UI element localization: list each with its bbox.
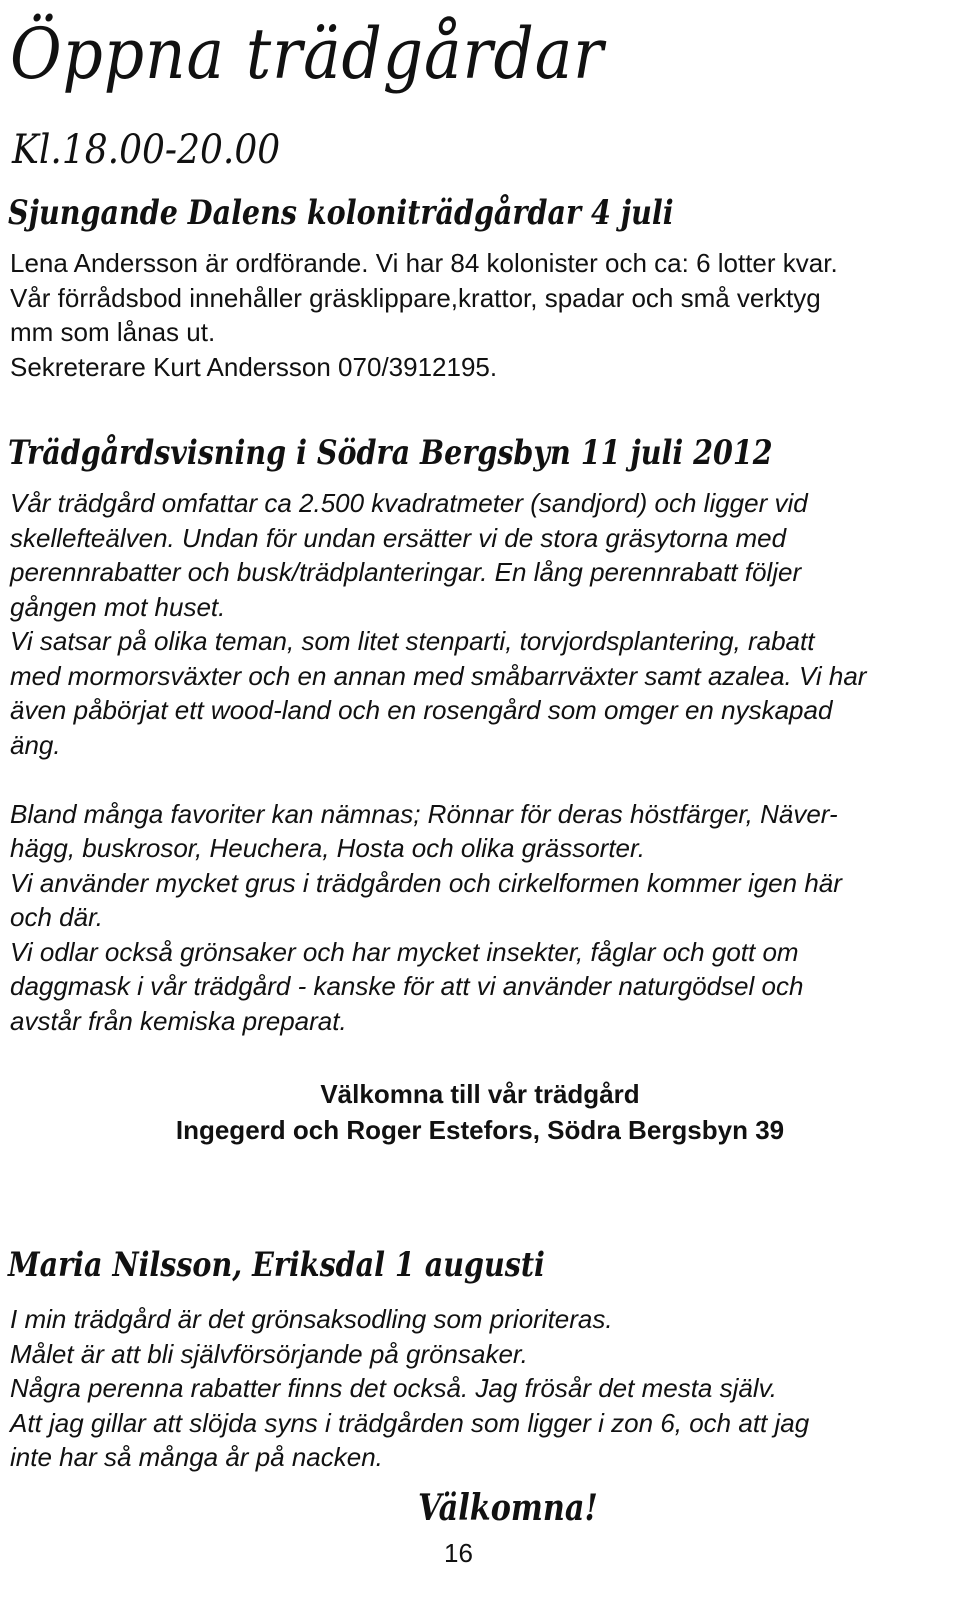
text-line: Vi satsar på olika teman, som litet stenparti, torvjordsplantering, rabatt xyxy=(10,626,815,656)
opening-hours: Kl.18.00-20.00 xyxy=(12,127,281,173)
text-line: Vår trädgård omfattar ca 2.500 kvadratmeter (sandjord) och ligger vid xyxy=(10,488,808,518)
text-line: hägg, buskrosor, Heuchera, Hosta och olika grässorter. xyxy=(10,833,645,863)
welcome-line: Välkomna till vår trädgård xyxy=(320,1079,640,1109)
closing-greeting: Välkomna! xyxy=(418,1487,598,1529)
text-line: Bland många favoriter kan nämnas; Rönnar för deras höstfärger, Näver- xyxy=(10,798,838,829)
text-line: Målet är att bli självförsörjande på grönsaker. xyxy=(10,1338,528,1369)
text-line: med mormorsväxter och en annan med småbarrväxter samt azalea. Vi har xyxy=(10,660,867,691)
page-number: 16 xyxy=(444,1538,473,1568)
text-line: avstår från kemiska preparat. xyxy=(10,1005,347,1036)
text-line: och där. xyxy=(10,902,103,932)
host-line: Ingegerd och Roger Estefors, Södra Bergsbyn 39 xyxy=(175,1115,785,1145)
text-line: I min trädgård är det grönsaksodling som prioriteras. xyxy=(10,1304,613,1334)
section-text-sjungande-dalen xyxy=(10,246,950,384)
text-line: äng. xyxy=(10,729,61,760)
text-line: perennrabatter och busk/trädplanteringar. En lång perennrabatt följer xyxy=(10,557,802,587)
text-line: Sekreterare Kurt Andersson 070/3912195. xyxy=(10,351,498,382)
section-text-eriksdal xyxy=(10,1302,950,1475)
text-line: Vi odlar också grönsaker och har mycket insekter, fåglar och gott om xyxy=(10,936,799,967)
text-line: Vår förrådsbod innehåller gräsklippare,krattor, spadar och små verktyg xyxy=(10,282,821,313)
text-line: Lena Andersson är ordförande. Vi har 84 kolonister och ca: 6 lotter kvar. xyxy=(10,248,838,278)
text-line: daggmask i vår trädgård - kanske för att vi använder naturgödsel och xyxy=(10,971,804,1001)
blank-line xyxy=(10,762,950,797)
text-line: Några perenna rabatter finns det också. Jag frösår det mesta själv. xyxy=(10,1373,777,1403)
text-line: inte har så många år på nacken. xyxy=(10,1442,383,1472)
section-heading-eriksdal: Maria Nilsson, Eriksdal 1 augusti xyxy=(8,1245,545,1285)
text-line: även påbörjat ett wood-land och en rosengård som omger en nyskapad xyxy=(10,695,833,725)
section-text-sodra-bergsbyn xyxy=(10,486,950,1038)
text-line: Vi använder mycket grus i trädgården och cirkelformen kommer igen här xyxy=(10,867,842,898)
text-line: Att jag gillar att slöjda syns i trädgården som ligger i zon 6, och att jag xyxy=(10,1407,810,1438)
section-heading-sjungande-dalen: Sjungande Dalens koloniträdgårdar 4 juli xyxy=(8,193,674,233)
welcome-block xyxy=(0,1076,960,1148)
text-line: mm som lånas ut. xyxy=(10,317,216,347)
text-line: skellefteälven. Undan för undan ersätter vi de stora gräsytorna med xyxy=(10,522,787,553)
section-heading-sodra-bergsbyn: Trädgårdsvisning i Södra Bergsbyn 11 juli 2012 xyxy=(8,433,773,473)
page-title: Öppna trädgårdar xyxy=(10,13,605,95)
text-line: gången mot huset. xyxy=(10,591,226,622)
